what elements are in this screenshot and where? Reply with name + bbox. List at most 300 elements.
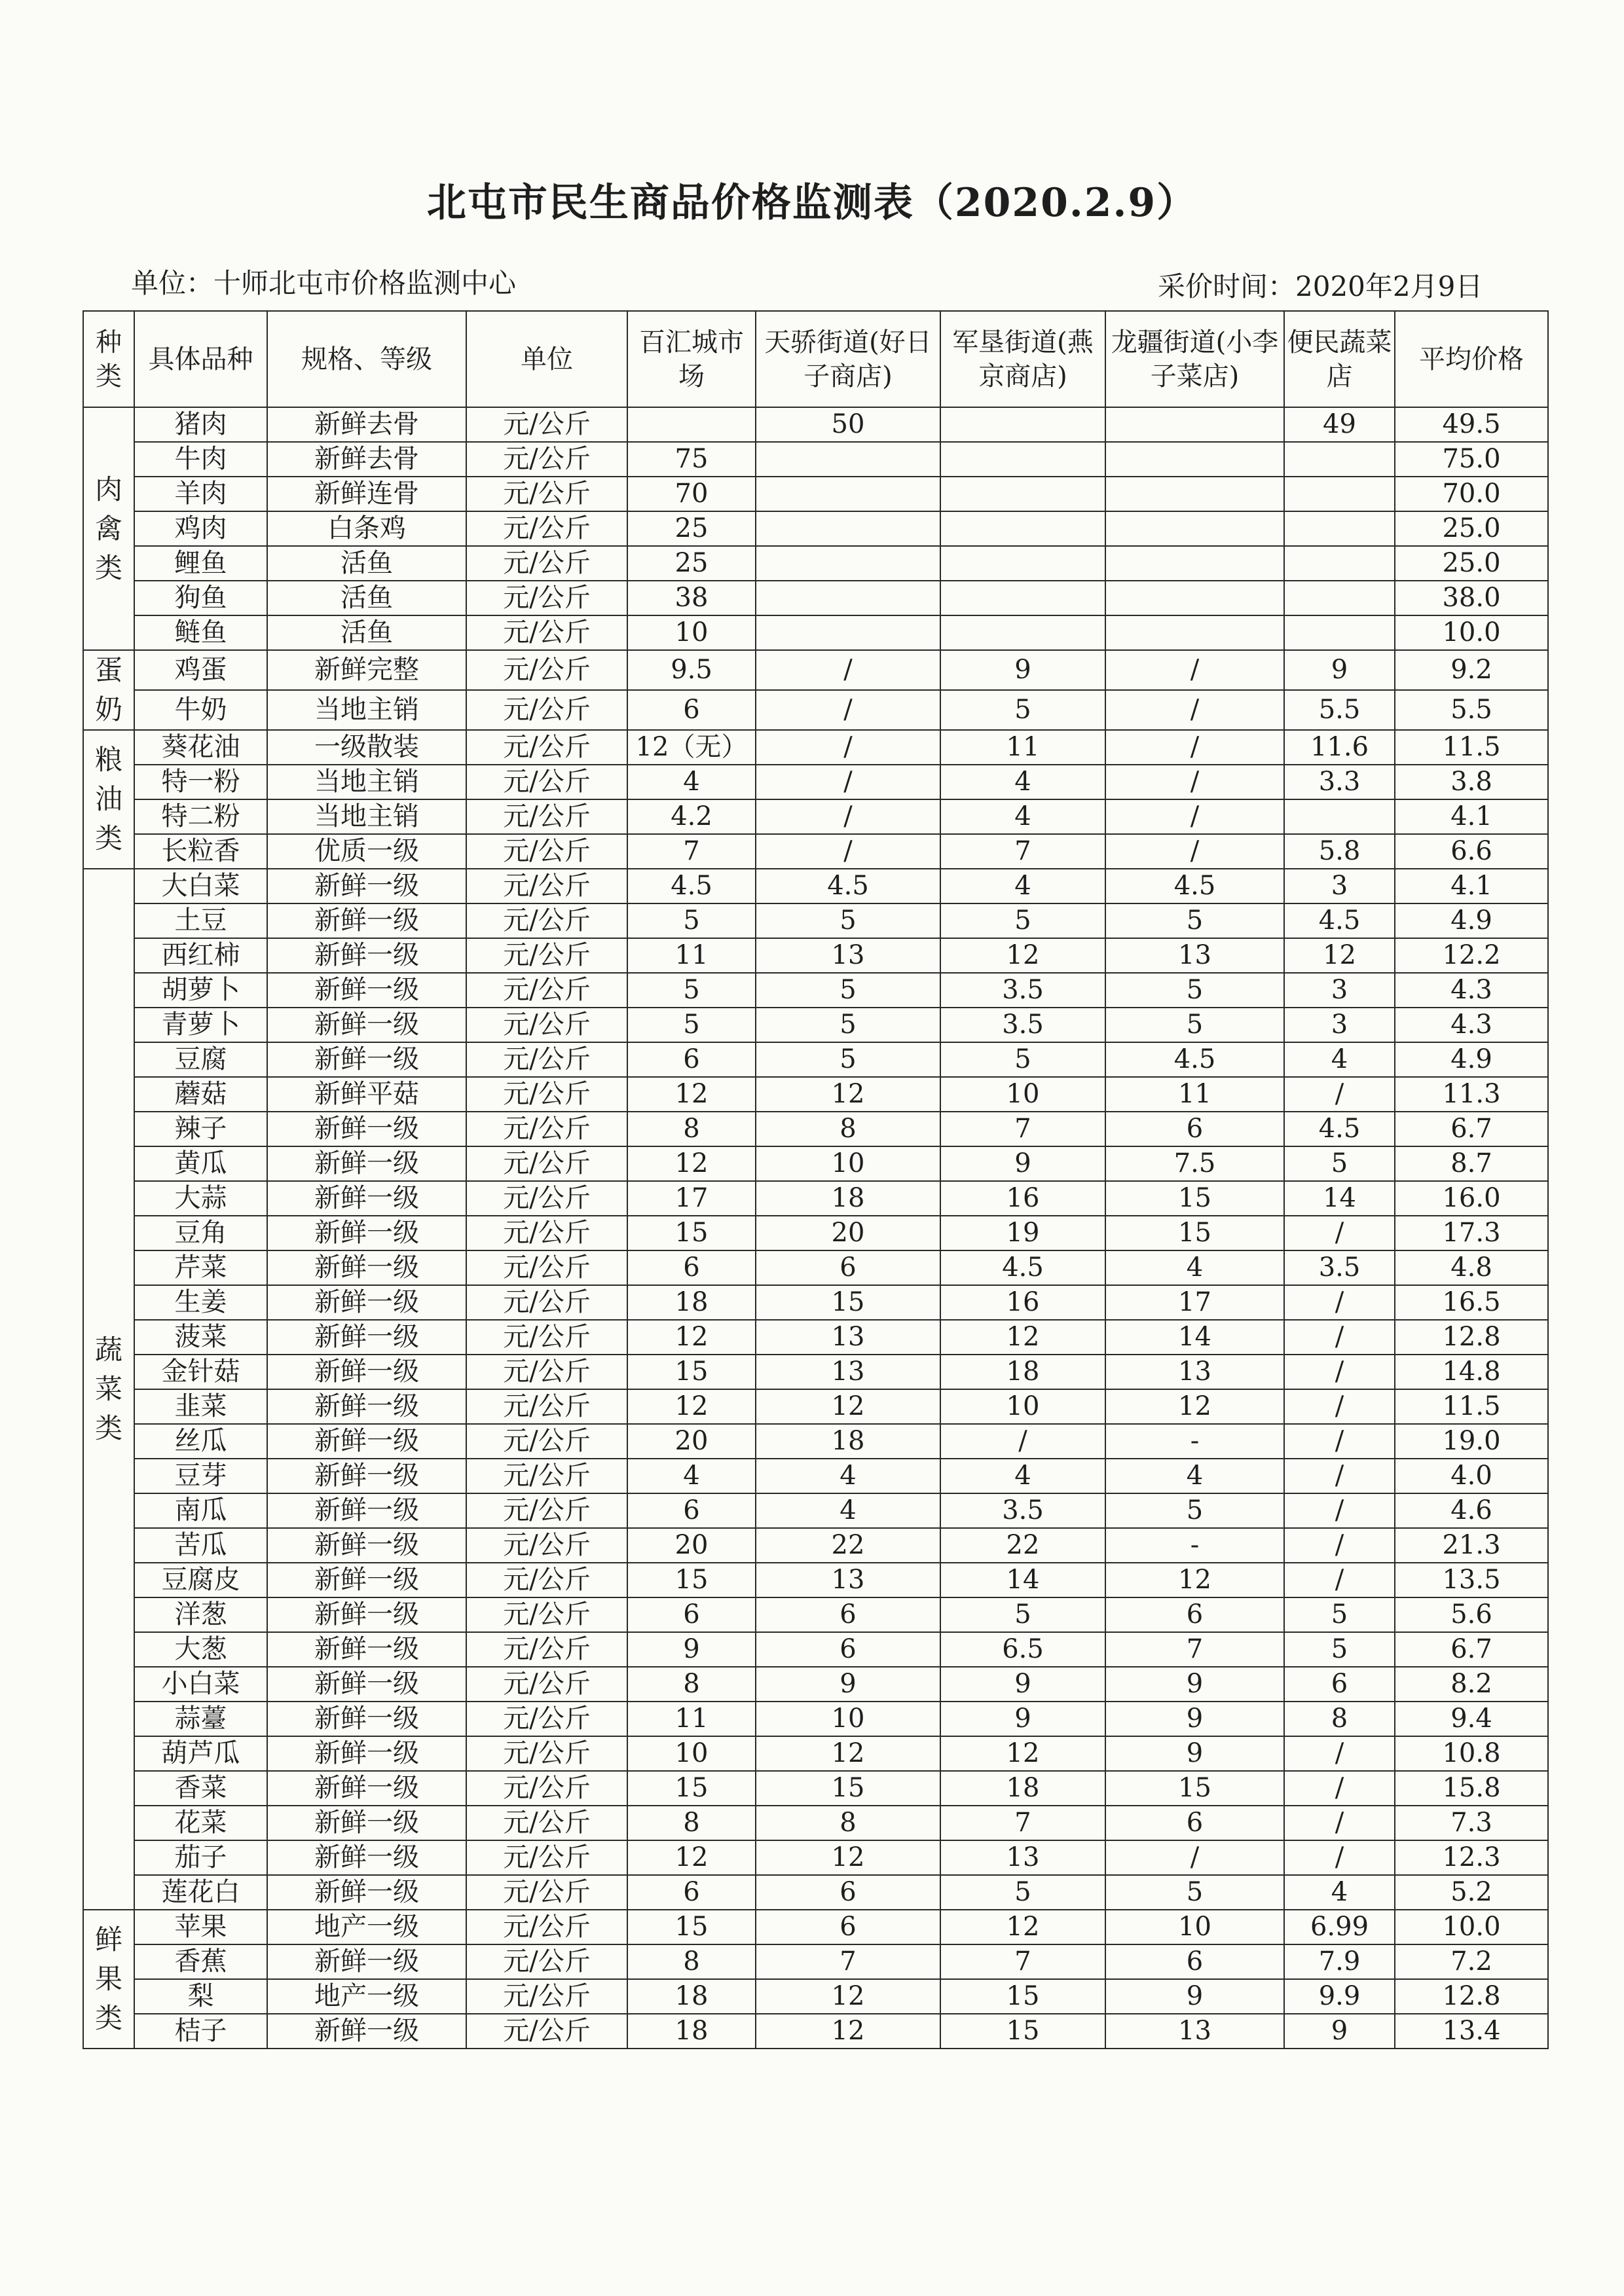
cell-unit: 元/公斤 <box>466 1597 627 1632</box>
cell-longjiang: / <box>1105 730 1284 765</box>
cell-longjiang: / <box>1105 799 1284 834</box>
cell-unit: 元/公斤 <box>466 1528 627 1563</box>
cell-bianmin: / <box>1284 1806 1395 1840</box>
cell-tianjiao: / <box>756 834 940 869</box>
table-row <box>83 581 1548 615</box>
cell-avg: 4.1 <box>1395 869 1548 903</box>
cell-junken: 11 <box>940 730 1105 765</box>
cell-baihui: 75 <box>627 442 756 477</box>
cell-bianmin <box>1284 615 1395 650</box>
cell-tianjiao: 20 <box>756 1216 940 1250</box>
cell-spec: 新鲜一级 <box>267 1112 466 1146</box>
cell-baihui: 5 <box>627 973 756 1008</box>
cell-bianmin <box>1284 477 1395 511</box>
cell-spec: 新鲜一级 <box>267 1771 466 1806</box>
cell-junken: 18 <box>940 1771 1105 1806</box>
cell-junken: 12 <box>940 938 1105 973</box>
cell-junken: 9 <box>940 650 1105 690</box>
cell-baihui: 8 <box>627 1944 756 1979</box>
cell-baihui: 6 <box>627 1250 756 1285</box>
cell-baihui: 15 <box>627 1910 756 1944</box>
cell-baihui: 6 <box>627 690 756 730</box>
cell-name: 鸡蛋 <box>134 650 267 690</box>
table-row <box>83 903 1548 938</box>
cell-junken: 22 <box>940 1528 1105 1563</box>
cell-spec: 新鲜一级 <box>267 1146 466 1181</box>
cell-tianjiao <box>756 615 940 650</box>
table-row <box>83 1424 1548 1459</box>
cell-bianmin: / <box>1284 1771 1395 1806</box>
cell-junken: 9 <box>940 1702 1105 1736</box>
cell-name: 辣子 <box>134 1112 267 1146</box>
cell-baihui: 12 <box>627 1389 756 1424</box>
table-row <box>83 1979 1548 2014</box>
cell-unit: 元/公斤 <box>466 615 627 650</box>
table-row <box>83 1008 1548 1042</box>
cell-avg: 25.0 <box>1395 546 1548 581</box>
cell-spec: 活鱼 <box>267 581 466 615</box>
cell-bianmin: 4 <box>1284 1042 1395 1077</box>
cell-junken: 16 <box>940 1181 1105 1216</box>
cell-name: 青萝卜 <box>134 1008 267 1042</box>
cell-avg: 5.2 <box>1395 1875 1548 1910</box>
cell-bianmin: / <box>1284 1459 1395 1493</box>
cell-spec: 新鲜去骨 <box>267 407 466 442</box>
cell-spec: 新鲜一级 <box>267 1042 466 1077</box>
cell-name: 黄瓜 <box>134 1146 267 1181</box>
cell-tianjiao: 6 <box>756 1875 940 1910</box>
cell-unit: 元/公斤 <box>466 1146 627 1181</box>
cell-name: 大白菜 <box>134 869 267 903</box>
table-row <box>83 2014 1548 2049</box>
cell-junken <box>940 477 1105 511</box>
cell-tianjiao: 13 <box>756 1563 940 1597</box>
cell-unit: 元/公斤 <box>466 1320 627 1355</box>
cell-baihui: 6 <box>627 1493 756 1528</box>
cell-avg: 16.0 <box>1395 1181 1548 1216</box>
cell-name: 梨 <box>134 1979 267 2014</box>
cell-baihui: 5 <box>627 903 756 938</box>
cell-unit: 元/公斤 <box>466 407 627 442</box>
cell-avg: 49.5 <box>1395 407 1548 442</box>
cell-unit: 元/公斤 <box>466 938 627 973</box>
cell-avg: 4.3 <box>1395 973 1548 1008</box>
cell-bianmin: / <box>1284 1424 1395 1459</box>
time-label: 采价时间：2020年2月9日 <box>1158 270 1483 302</box>
cell-unit: 元/公斤 <box>466 834 627 869</box>
cell-bianmin: 3.3 <box>1284 765 1395 799</box>
cell-baihui: 15 <box>627 1216 756 1250</box>
cell-baihui: 4.2 <box>627 799 756 834</box>
cell-unit: 元/公斤 <box>466 650 627 690</box>
cell-spec: 新鲜一级 <box>267 1493 466 1528</box>
cell-longjiang: 17 <box>1105 1285 1284 1320</box>
cell-bianmin: 49 <box>1284 407 1395 442</box>
cell-longjiang: 11 <box>1105 1077 1284 1112</box>
cell-spec: 新鲜一级 <box>267 1632 466 1667</box>
cell-spec: 地产一级 <box>267 1910 466 1944</box>
cell-longjiang: 4 <box>1105 1459 1284 1493</box>
cell-tianjiao: 9 <box>756 1667 940 1702</box>
cell-junken: 15 <box>940 1979 1105 2014</box>
cell-name: 豆腐皮 <box>134 1563 267 1597</box>
cell-bianmin: 5.5 <box>1284 690 1395 730</box>
cell-bianmin: / <box>1284 1528 1395 1563</box>
cell-baihui: 9.5 <box>627 650 756 690</box>
cell-longjiang: 6 <box>1105 1944 1284 1979</box>
cell-tianjiao: 15 <box>756 1771 940 1806</box>
cell-longjiang: / <box>1105 834 1284 869</box>
cell-spec: 新鲜一级 <box>267 1597 466 1632</box>
cell-junken: / <box>940 1424 1105 1459</box>
header-bianmin: 便民蔬菜店 <box>1284 311 1395 407</box>
page-title: 北屯市民生商品价格监测表（2020.2.9） <box>426 180 1198 226</box>
cell-name: 胡萝卜 <box>134 973 267 1008</box>
cell-longjiang: 5 <box>1105 903 1284 938</box>
cell-baihui: 10 <box>627 1736 756 1771</box>
cell-spec: 新鲜一级 <box>267 1285 466 1320</box>
cell-baihui: 11 <box>627 1702 756 1736</box>
cell-junken: 12 <box>940 1320 1105 1355</box>
cell-tianjiao: 12 <box>756 1979 940 2014</box>
cell-avg: 10.0 <box>1395 1910 1548 1944</box>
cell-unit: 元/公斤 <box>466 2014 627 2049</box>
cell-spec: 白条鸡 <box>267 511 466 546</box>
table-row <box>83 1216 1548 1250</box>
cell-spec: 新鲜一级 <box>267 1528 466 1563</box>
cell-baihui: 11 <box>627 938 756 973</box>
cell-junken: 7 <box>940 1944 1105 1979</box>
cell-name: 西红柿 <box>134 938 267 973</box>
cell-longjiang: 5 <box>1105 1875 1284 1910</box>
cell-tianjiao: 10 <box>756 1702 940 1736</box>
cell-junken <box>940 511 1105 546</box>
cell-name: 长粒香 <box>134 834 267 869</box>
cell-spec: 新鲜一级 <box>267 1008 466 1042</box>
cell-longjiang: 6 <box>1105 1597 1284 1632</box>
cell-baihui: 8 <box>627 1112 756 1146</box>
cell-longjiang: / <box>1105 1840 1284 1875</box>
cell-unit: 元/公斤 <box>466 1355 627 1389</box>
cell-longjiang <box>1105 581 1284 615</box>
cell-bianmin <box>1284 799 1395 834</box>
cell-name: 猪肉 <box>134 407 267 442</box>
cell-bianmin: 7.9 <box>1284 1944 1395 1979</box>
cell-name: 小白菜 <box>134 1667 267 1702</box>
cell-bianmin: 9 <box>1284 2014 1395 2049</box>
cell-bianmin: / <box>1284 1216 1395 1250</box>
cell-tianjiao <box>756 581 940 615</box>
cell-unit: 元/公斤 <box>466 1771 627 1806</box>
cell-tianjiao: / <box>756 765 940 799</box>
cell-tianjiao: 8 <box>756 1112 940 1146</box>
cell-longjiang: / <box>1105 650 1284 690</box>
cell-avg: 75.0 <box>1395 442 1548 477</box>
table-header-row <box>83 311 1548 407</box>
table-row <box>83 1910 1548 1944</box>
cell-tianjiao: 5 <box>756 1008 940 1042</box>
cell-tianjiao: 5 <box>756 903 940 938</box>
cell-junken: 4 <box>940 799 1105 834</box>
header-unit: 单位 <box>466 311 627 407</box>
cell-avg: 4.9 <box>1395 1042 1548 1077</box>
cell-bianmin: / <box>1284 1563 1395 1597</box>
cell-unit: 元/公斤 <box>466 1077 627 1112</box>
cell-baihui: 12 <box>627 1840 756 1875</box>
header-spec: 规格、等级 <box>267 311 466 407</box>
cell-bianmin <box>1284 546 1395 581</box>
cell-longjiang: 4.5 <box>1105 1042 1284 1077</box>
table-row <box>83 1112 1548 1146</box>
cell-longjiang: 6 <box>1105 1806 1284 1840</box>
cell-tianjiao: 22 <box>756 1528 940 1563</box>
header-category: 种类 <box>83 311 134 407</box>
cell-spec: 一级散装 <box>267 730 466 765</box>
cell-baihui: 4.5 <box>627 869 756 903</box>
cell-baihui: 6 <box>627 1875 756 1910</box>
price-table <box>83 310 1549 2049</box>
cell-bianmin: 3 <box>1284 1008 1395 1042</box>
cell-longjiang: 9 <box>1105 1736 1284 1771</box>
cell-bianmin: / <box>1284 1077 1395 1112</box>
cell-longjiang: 15 <box>1105 1181 1284 1216</box>
cell-junken <box>940 581 1105 615</box>
cell-avg: 7.2 <box>1395 1944 1548 1979</box>
cell-avg: 10.8 <box>1395 1736 1548 1771</box>
cell-tianjiao: 4.5 <box>756 869 940 903</box>
cell-name: 特一粉 <box>134 765 267 799</box>
cell-longjiang: 6 <box>1105 1112 1284 1146</box>
cell-avg: 4.0 <box>1395 1459 1548 1493</box>
cell-longjiang: / <box>1105 690 1284 730</box>
cell-spec: 新鲜连骨 <box>267 477 466 511</box>
cell-tianjiao: 12 <box>756 2014 940 2049</box>
cell-avg: 13.5 <box>1395 1563 1548 1597</box>
cell-junken: 12 <box>940 1910 1105 1944</box>
cell-unit: 元/公斤 <box>466 1632 627 1667</box>
table-row <box>83 799 1548 834</box>
cell-spec: 新鲜一级 <box>267 869 466 903</box>
cell-tianjiao: 10 <box>756 1146 940 1181</box>
cell-baihui: 10 <box>627 615 756 650</box>
cell-junken: 5 <box>940 1042 1105 1077</box>
cell-longjiang <box>1105 615 1284 650</box>
cell-avg: 12.3 <box>1395 1840 1548 1875</box>
cell-name: 豆腐 <box>134 1042 267 1077</box>
cell-longjiang <box>1105 546 1284 581</box>
cell-name: 菠菜 <box>134 1320 267 1355</box>
table-row <box>83 1667 1548 1702</box>
cell-baihui: 17 <box>627 1181 756 1216</box>
cell-tianjiao: 13 <box>756 1320 940 1355</box>
cell-tianjiao: / <box>756 690 940 730</box>
cell-avg: 4.9 <box>1395 903 1548 938</box>
cell-unit: 元/公斤 <box>466 511 627 546</box>
cell-name: 大蒜 <box>134 1181 267 1216</box>
cell-tianjiao <box>756 477 940 511</box>
cell-bianmin: / <box>1284 1493 1395 1528</box>
table-row <box>83 546 1548 581</box>
cell-name: 茄子 <box>134 1840 267 1875</box>
cell-longjiang <box>1105 407 1284 442</box>
cell-name: 南瓜 <box>134 1493 267 1528</box>
table-row <box>83 1771 1548 1806</box>
cell-avg: 17.3 <box>1395 1216 1548 1250</box>
table-row <box>83 407 1548 442</box>
cell-spec: 新鲜平菇 <box>267 1077 466 1112</box>
cell-avg: 14.8 <box>1395 1355 1548 1389</box>
cell-name: 韭菜 <box>134 1389 267 1424</box>
cell-longjiang: - <box>1105 1424 1284 1459</box>
cell-unit: 元/公斤 <box>466 477 627 511</box>
cell-avg: 9.4 <box>1395 1702 1548 1736</box>
cell-junken: 5 <box>940 903 1105 938</box>
cell-spec: 新鲜一级 <box>267 903 466 938</box>
cell-baihui: 4 <box>627 1459 756 1493</box>
unit-label: 单位：十师北屯市价格监测中心 <box>131 267 517 299</box>
header-longjiang: 龙疆街道(小李子菜店) <box>1105 311 1284 407</box>
cell-tianjiao: 15 <box>756 1285 940 1320</box>
table-row <box>83 1181 1548 1216</box>
cell-spec: 新鲜一级 <box>267 1736 466 1771</box>
cell-baihui: 38 <box>627 581 756 615</box>
cell-avg: 3.8 <box>1395 765 1548 799</box>
cell-junken: 3.5 <box>940 1493 1105 1528</box>
cell-tianjiao: / <box>756 730 940 765</box>
cell-tianjiao: 6 <box>756 1597 940 1632</box>
cell-longjiang: / <box>1105 765 1284 799</box>
cell-baihui: 4 <box>627 765 756 799</box>
table-row <box>83 477 1548 511</box>
cell-longjiang: - <box>1105 1528 1284 1563</box>
table-row <box>83 1840 1548 1875</box>
cell-spec: 新鲜一级 <box>267 1355 466 1389</box>
cell-bianmin: 5 <box>1284 1146 1395 1181</box>
cell-bianmin: 6 <box>1284 1667 1395 1702</box>
cell-unit: 元/公斤 <box>466 1042 627 1077</box>
cell-avg: 19.0 <box>1395 1424 1548 1459</box>
cell-junken: 9 <box>940 1667 1105 1702</box>
cell-avg: 25.0 <box>1395 511 1548 546</box>
cell-tianjiao: 6 <box>756 1910 940 1944</box>
cell-longjiang: 15 <box>1105 1216 1284 1250</box>
cell-baihui <box>627 407 756 442</box>
cell-spec: 新鲜一级 <box>267 938 466 973</box>
cell-junken: 18 <box>940 1355 1105 1389</box>
cell-unit: 元/公斤 <box>466 1216 627 1250</box>
cell-junken: 7 <box>940 1112 1105 1146</box>
cell-tianjiao: 4 <box>756 1459 940 1493</box>
cell-avg: 21.3 <box>1395 1528 1548 1563</box>
cell-baihui: 25 <box>627 546 756 581</box>
cell-bianmin: 3 <box>1284 973 1395 1008</box>
cell-name: 蒜薹 <box>134 1702 267 1736</box>
cell-unit: 元/公斤 <box>466 869 627 903</box>
category-cell: 鲜果类 <box>83 1910 134 2049</box>
cell-spec: 活鱼 <box>267 546 466 581</box>
table-row <box>83 1042 1548 1077</box>
cell-name: 香蕉 <box>134 1944 267 1979</box>
table-body <box>83 407 1548 2049</box>
cell-junken: 6.5 <box>940 1632 1105 1667</box>
cell-junken: 16 <box>940 1285 1105 1320</box>
cell-bianmin: / <box>1284 1840 1395 1875</box>
cell-unit: 元/公斤 <box>466 1459 627 1493</box>
cell-name: 莲花白 <box>134 1875 267 1910</box>
cell-bianmin: / <box>1284 1736 1395 1771</box>
cell-unit: 元/公斤 <box>466 690 627 730</box>
cell-avg: 5.5 <box>1395 690 1548 730</box>
cell-name: 香菜 <box>134 1771 267 1806</box>
cell-bianmin: 3.5 <box>1284 1250 1395 1285</box>
table-row <box>83 1736 1548 1771</box>
table-row <box>83 765 1548 799</box>
cell-longjiang: 5 <box>1105 1008 1284 1042</box>
cell-unit: 元/公斤 <box>466 799 627 834</box>
cell-avg: 12.8 <box>1395 1979 1548 2014</box>
cell-name: 鲤鱼 <box>134 546 267 581</box>
cell-baihui: 18 <box>627 1979 756 2014</box>
cell-avg: 11.3 <box>1395 1077 1548 1112</box>
cell-name: 金针菇 <box>134 1355 267 1389</box>
cell-baihui: 20 <box>627 1424 756 1459</box>
cell-tianjiao: 5 <box>756 1042 940 1077</box>
cell-junken <box>940 546 1105 581</box>
cell-name: 桔子 <box>134 2014 267 2049</box>
cell-name: 羊肉 <box>134 477 267 511</box>
cell-junken: 9 <box>940 1146 1105 1181</box>
cell-name: 花菜 <box>134 1806 267 1840</box>
cell-tianjiao: 8 <box>756 1806 940 1840</box>
cell-spec: 新鲜一级 <box>267 1424 466 1459</box>
cell-name: 豆角 <box>134 1216 267 1250</box>
cell-unit: 元/公斤 <box>466 1563 627 1597</box>
cell-longjiang: 10 <box>1105 1910 1284 1944</box>
cell-tianjiao: 13 <box>756 1355 940 1389</box>
cell-unit: 元/公斤 <box>466 1944 627 1979</box>
cell-baihui: 7 <box>627 834 756 869</box>
cell-bianmin: 14 <box>1284 1181 1395 1216</box>
cell-tianjiao: / <box>756 799 940 834</box>
cell-name: 丝瓜 <box>134 1424 267 1459</box>
cell-baihui: 18 <box>627 1285 756 1320</box>
category-cell: 粮油类 <box>83 730 134 869</box>
cell-name: 大葱 <box>134 1632 267 1667</box>
cell-spec: 新鲜一级 <box>267 1702 466 1736</box>
cell-avg: 12.2 <box>1395 938 1548 973</box>
cell-junken: 5 <box>940 690 1105 730</box>
cell-name: 特二粉 <box>134 799 267 834</box>
cell-unit: 元/公斤 <box>466 1285 627 1320</box>
cell-spec: 新鲜一级 <box>267 1563 466 1597</box>
cell-avg: 70.0 <box>1395 477 1548 511</box>
cell-tianjiao: 4 <box>756 1493 940 1528</box>
cell-unit: 元/公斤 <box>466 1840 627 1875</box>
category-cell: 蛋奶 <box>83 650 134 730</box>
cell-junken <box>940 615 1105 650</box>
cell-longjiang: 7 <box>1105 1632 1284 1667</box>
cell-tianjiao: 12 <box>756 1077 940 1112</box>
category-cell: 肉禽类 <box>83 407 134 650</box>
table-row <box>83 615 1548 650</box>
cell-bianmin: 5 <box>1284 1597 1395 1632</box>
cell-bianmin: 11.6 <box>1284 730 1395 765</box>
table-row <box>83 1355 1548 1389</box>
cell-unit: 元/公斤 <box>466 1112 627 1146</box>
cell-avg: 4.3 <box>1395 1008 1548 1042</box>
table-row <box>83 1702 1548 1736</box>
cell-spec: 新鲜一级 <box>267 1667 466 1702</box>
